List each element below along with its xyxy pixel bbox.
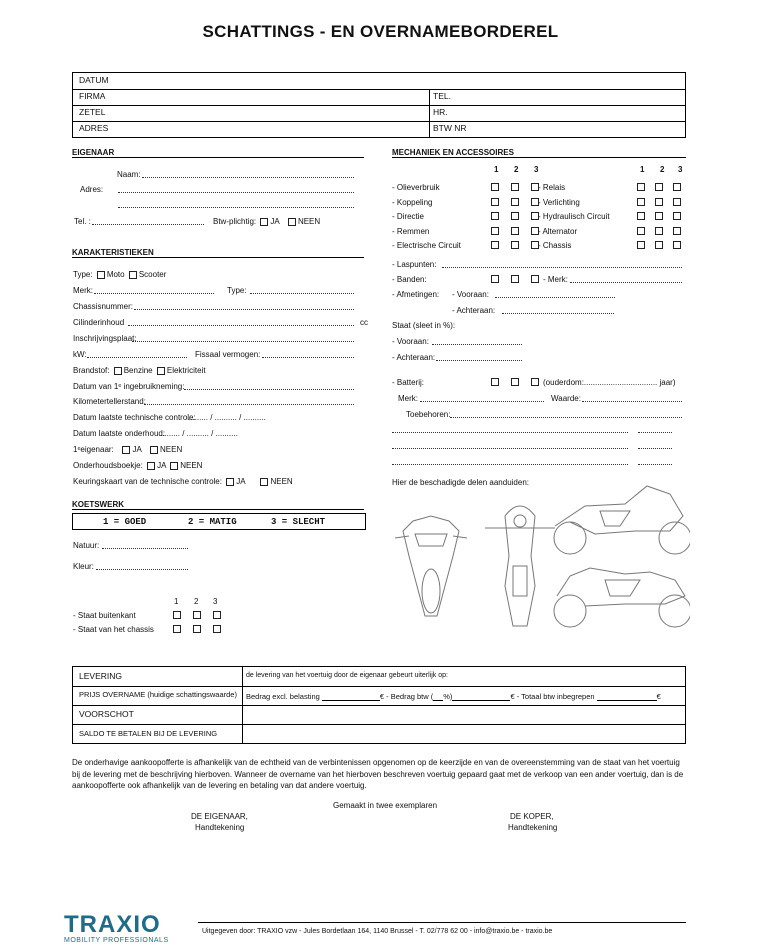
onderhoudsboekje-row [73, 461, 202, 470]
mech-checkbox[interactable] [673, 241, 681, 249]
kleur-label: Kleur: [73, 562, 94, 571]
tel-eigenaar-field[interactable] [92, 224, 204, 225]
chassis-cb-1[interactable] [173, 625, 181, 633]
merk-bat-field[interactable] [420, 401, 544, 402]
chassis-checkboxes [171, 624, 223, 633]
eigenaar-heading: EIGENAAR [72, 148, 364, 158]
mech-right-checkboxes [635, 226, 689, 235]
btw-ja-checkbox[interactable] [260, 218, 268, 226]
mech-col-3b: 3 [678, 165, 683, 174]
btw-plichtig-label: Btw-plichtig: [213, 217, 257, 226]
eerste-neen-label: NEEN [160, 445, 183, 454]
afmetingen-label: - Afmetingen: [392, 290, 440, 299]
motorcycle-damage-diagram[interactable] [385, 476, 690, 644]
mech-row [392, 227, 686, 239]
banden-cb-1[interactable] [491, 275, 499, 283]
buitenkant-checkboxes [171, 610, 223, 619]
mech-checkbox[interactable] [511, 227, 519, 235]
keuring-neen-checkbox[interactable] [260, 478, 268, 486]
mech-row [392, 198, 686, 210]
datum-ingebruik-field[interactable] [184, 389, 354, 390]
scale-matig: 2 = MATIG [188, 517, 237, 527]
merk-band-field[interactable] [570, 282, 682, 283]
eerste-neen-checkbox[interactable] [150, 446, 158, 454]
benzine-checkbox[interactable] [114, 367, 122, 375]
moto-checkbox[interactable] [97, 271, 105, 279]
mech-right-checkboxes [635, 182, 689, 191]
gemaakt-label: Gemaakt in twee exemplaren [333, 801, 438, 810]
koper-sign-label: DE KOPER, [510, 812, 554, 821]
fiscaal-field[interactable] [262, 357, 354, 358]
eerste-eigenaar-label: 1ᵉeigenaar: [73, 445, 114, 454]
mech-row [392, 241, 686, 253]
voorschot-row [73, 705, 685, 725]
koetswerk-col-1: 1 [174, 597, 179, 606]
mech-right-label: - Verlichting [538, 198, 580, 207]
mech-right-checkboxes [635, 211, 689, 220]
chassis-label: Chassisnummer: [73, 302, 134, 311]
koetswerk-col-2: 2 [194, 597, 199, 606]
mech-checkbox[interactable] [511, 198, 519, 206]
levering-table [72, 666, 686, 744]
adres-field-1[interactable] [118, 192, 354, 193]
mech-col-2: 2 [514, 165, 519, 174]
fiscaal-label: Fissaal vermogen: [195, 350, 261, 359]
kw-label: kW: [73, 350, 87, 359]
buitenkant-label: - Staat buitenkant [73, 611, 136, 620]
afm-vooraan-field[interactable] [495, 297, 615, 298]
inschrijving-label: Inschrijvingsplaat: [73, 334, 137, 343]
afm-vooraan-label: - Vooraan: [452, 290, 489, 299]
euro-1: € [379, 692, 385, 701]
eerste-ja-label: JA [132, 445, 142, 454]
koetswerk-heading: KOETSWERK [72, 500, 364, 510]
merk-field[interactable] [94, 293, 214, 294]
keuringskaart-row [73, 477, 293, 486]
mech-left-label: - Koppeling [392, 198, 433, 207]
scooter-checkbox[interactable] [129, 271, 137, 279]
footer-text: Uitgegeven door: TRAXIO vzw - Jules Bordetlaan 164, 1140 Brussel - T. 02/778 62 00 - info@traxio.be - traxio.be [202, 928, 553, 935]
voorschot-label: VOORSCHOT [79, 709, 134, 719]
banden-cb-3[interactable] [531, 275, 539, 283]
mech-checkbox[interactable] [491, 241, 499, 249]
mech-checkbox[interactable] [655, 212, 663, 220]
buitenkant-cb-1[interactable] [173, 611, 181, 619]
page-title: SCHATTINGS - EN OVERNAMEBORDEREL [202, 22, 559, 41]
header-row-adres [73, 121, 685, 137]
moto-label: Moto [106, 270, 125, 279]
type2-label: Type: [227, 286, 247, 295]
scale-slecht: 3 = SLECHT [271, 517, 326, 527]
moto-side-view-left-icon [554, 568, 690, 627]
btw-label: BTW NR [433, 123, 467, 133]
datum-ingebruik-label: Datum van 1ᵉ ingebruikneming: [73, 382, 185, 391]
euro-3: € [656, 692, 661, 701]
saldo-row [73, 724, 685, 743]
adres-field-2[interactable] [118, 207, 354, 208]
afm-achteraan-label: - Achteraan: [452, 306, 496, 315]
scale-goed: 1 = GOED [103, 517, 147, 527]
moto-front-view-icon [395, 516, 467, 616]
totaal-field[interactable] [597, 700, 657, 701]
boekje-neen-checkbox[interactable] [170, 462, 178, 470]
firma-label: FIRMA [79, 91, 106, 101]
hr-label: HR. [433, 107, 448, 117]
eerste-ja-checkbox[interactable] [122, 446, 130, 454]
tel-eigenaar-label: Tel. : [74, 217, 91, 226]
banden-label: - Banden: [392, 275, 427, 284]
footer-divider [198, 922, 686, 923]
keuring-ja-label: JA [236, 477, 246, 486]
type-row [73, 270, 166, 279]
cilinder-field[interactable] [128, 325, 354, 326]
eigenaar-sign-label: DE EIGENAAR, [191, 812, 248, 821]
keuring-ja-checkbox[interactable] [226, 478, 234, 486]
header-row-datum [73, 73, 685, 90]
mech-checkbox[interactable] [673, 227, 681, 235]
koper-handtekening: Handtekening [508, 823, 558, 832]
bedrag-excl-field[interactable] [322, 700, 380, 701]
type-label: Type: [73, 270, 93, 279]
merk-band-label: - Merk: [543, 275, 568, 284]
natuur-label: Natuur: [73, 541, 100, 550]
buitenkant-cb-3[interactable] [213, 611, 221, 619]
bedrag-excl-label: Bedrag excl. belasting [246, 692, 320, 701]
mech-checkbox[interactable] [491, 212, 499, 220]
kw-field[interactable] [87, 357, 187, 358]
mech-checkbox[interactable] [655, 227, 663, 235]
laspunten-field[interactable] [442, 267, 682, 268]
batterij-cb-3[interactable] [531, 378, 539, 386]
boekje-neen-label: NEEN [180, 461, 203, 470]
elektriciteit-checkbox[interactable] [157, 367, 165, 375]
boekje-ja-checkbox[interactable] [147, 462, 155, 470]
chassis-cb-2[interactable] [193, 625, 201, 633]
kilometer-field[interactable] [144, 404, 354, 405]
mech-checkbox[interactable] [637, 227, 645, 235]
toebehoren-line-2[interactable] [392, 448, 628, 449]
header-box [72, 72, 686, 138]
elektriciteit-label: Elektriciteit [166, 366, 206, 375]
cc-label: cc [360, 318, 368, 327]
levering-label: LEVERING [79, 671, 122, 681]
kilometer-label: Kilometertellerstand: [73, 397, 146, 406]
waarde-label: Waarde: [551, 394, 581, 403]
mech-checkbox[interactable] [491, 198, 499, 206]
mech-checkbox[interactable] [673, 198, 681, 206]
kleur-field[interactable] [96, 569, 188, 570]
logo-text: TRAXIO [64, 911, 161, 938]
btw-neen-checkbox[interactable] [288, 218, 296, 226]
ouderdom-field[interactable]: (ouderdom:................................. jaar) [543, 378, 676, 387]
keuringskaart-label: Keuringskaart van de technische controle: [73, 477, 222, 486]
mech-checkbox[interactable] [637, 183, 645, 191]
toebehoren-field[interactable] [450, 417, 682, 418]
eerste-eigenaar-row [73, 445, 182, 454]
onderhoudsboekje-label: Onderhoudsboekje: [73, 461, 143, 470]
staat-achteraan-label: - Achteraan: [392, 353, 436, 362]
mech-left-label: - Remmen [392, 227, 430, 236]
saldo-label: SALDO TE BETALEN BIJ DE LEVERING [79, 729, 218, 738]
type2-field[interactable] [250, 293, 354, 294]
bedrag-btw-field[interactable] [452, 700, 510, 701]
mech-checkbox[interactable] [511, 183, 519, 191]
mech-checkbox[interactable] [637, 198, 645, 206]
btw-pct-field[interactable] [433, 700, 443, 701]
toebehoren-price-3[interactable] [638, 464, 672, 465]
mech-right-checkboxes [635, 240, 689, 249]
levering-row [73, 667, 685, 687]
datum-keuring-field[interactable]: ......... / .......... / .......... [188, 413, 266, 422]
mech-checkbox[interactable] [655, 198, 663, 206]
mech-left-label: - Olieverbruik [392, 183, 440, 192]
mech-row [392, 212, 686, 224]
datum-onderhoud-label: Datum laatste onderhoud: [73, 429, 166, 438]
batterij-cb-2[interactable] [511, 378, 519, 386]
staat-vooraan-field[interactable] [432, 344, 522, 345]
datum-keuring-label: Datum laatste technische controle: [73, 413, 196, 422]
mech-right-label: - Hydraulisch Circuit [538, 212, 610, 221]
datum-label: DATUM [79, 75, 109, 85]
mech-row [392, 183, 686, 195]
naam-field[interactable] [142, 177, 354, 178]
tel-label: TEL. [433, 91, 451, 101]
inschrijving-field[interactable] [132, 341, 354, 342]
toebehoren-price-1[interactable] [638, 432, 672, 433]
levering-text: de levering van het voertuig door de eigenaar gebeurt uiterlijk op: [246, 672, 448, 679]
header-row-zetel [73, 105, 685, 122]
mechaniek-heading: MECHANIEK EN ACCESSOIRES [392, 148, 686, 158]
afm-achteraan-field[interactable] [502, 313, 614, 314]
mech-right-label: - Relais [538, 183, 566, 192]
adres-label: ADRES [79, 123, 109, 133]
mech-col-1: 1 [494, 165, 499, 174]
keuring-neen-label: NEEN [270, 477, 293, 486]
header-row-firma [73, 89, 685, 106]
moto-side-view-right-icon [554, 486, 690, 554]
batterij-cb-1[interactable] [491, 378, 499, 386]
mech-left-label: - Electrische Circuit [392, 241, 461, 250]
natuur-field[interactable] [102, 548, 188, 549]
staat-label: Staat (sleet in %): [392, 321, 456, 330]
pct-label: %) [443, 692, 453, 701]
mech-col-2b: 2 [660, 165, 665, 174]
schade-label: Hier de beschadigde delen aanduiden: [392, 478, 529, 487]
scooter-label: Scooter [138, 270, 167, 279]
karakteristieken-heading: KARAKTERISTIEKEN [72, 248, 364, 258]
mech-checkbox[interactable] [491, 183, 499, 191]
naam-label: Naam: [117, 170, 141, 179]
prijs-bedragen [246, 692, 661, 701]
staat-vooraan-label: - Vooraan: [392, 337, 429, 346]
mech-col-3: 3 [534, 165, 539, 174]
toebehoren-line-3[interactable] [392, 464, 628, 465]
banden-cb-2[interactable] [511, 275, 519, 283]
mech-checkbox[interactable] [655, 183, 663, 191]
waarde-field[interactable] [582, 401, 682, 402]
batterij-checkboxes [489, 377, 541, 386]
mech-left-label: - Directie [392, 212, 425, 221]
laspunten-label: - Laspunten: [392, 260, 437, 269]
mech-checkbox[interactable] [491, 227, 499, 235]
traxio-logo [64, 913, 169, 944]
mech-col-1b: 1 [640, 165, 645, 174]
chassis-field[interactable] [134, 309, 354, 310]
bedrag-btw-label: - Bedrag btw ( [386, 692, 434, 701]
chassis-cb-3[interactable] [213, 625, 221, 633]
mech-checkbox[interactable] [673, 212, 681, 220]
btw-neen-label: NEEN [297, 217, 321, 226]
staat-achteraan-field[interactable] [436, 360, 522, 361]
toebehoren-label: Toebehoren: [406, 410, 451, 419]
prijs-row [73, 686, 685, 706]
mech-checkbox[interactable] [673, 183, 681, 191]
mech-right-label: - Chassis [538, 241, 572, 250]
zetel-label: ZETEL [79, 107, 106, 117]
mech-checkbox[interactable] [655, 241, 663, 249]
batterij-label: - Batterij: [392, 378, 425, 387]
btw-plichtig-row [213, 217, 320, 226]
mech-right-checkboxes [635, 197, 689, 206]
toebehoren-price-2[interactable] [638, 448, 672, 449]
cilinder-label: Cilinderinhoud [73, 318, 125, 327]
brandstof-row [73, 366, 206, 375]
mech-right-label: - Alternator [538, 227, 578, 236]
datum-onderhoud-field[interactable]: ......... / .......... / .......... [160, 429, 238, 438]
koetswerk-scale [72, 513, 366, 530]
moto-top-view-icon [485, 506, 555, 626]
logo-subtext: MOBILITY PROFESSIONALS [64, 937, 169, 944]
prijs-label: PRIJS OVERNAME (huidige schattingswaarde) [79, 690, 237, 699]
buitenkant-cb-2[interactable] [193, 611, 201, 619]
euro-2: € [510, 692, 515, 701]
toebehoren-line-1[interactable] [392, 432, 628, 433]
btw-ja-label: JA [270, 217, 280, 226]
brandstof-label: Brandstof: [73, 366, 110, 375]
koetswerk-col-3: 3 [213, 597, 218, 606]
boekje-ja-label: JA [157, 461, 166, 470]
chassis-staat-label: - Staat van het chassis [73, 625, 154, 634]
mech-checkbox[interactable] [637, 212, 645, 220]
benzine-label: Benzine [123, 366, 153, 375]
banden-checkboxes [489, 274, 541, 283]
mech-checkbox[interactable] [511, 212, 519, 220]
adres-label: Adres: [80, 185, 104, 194]
totaal-label: - Totaal btw inbegrepen [516, 692, 595, 701]
mech-checkbox[interactable] [511, 241, 519, 249]
merk-bat-label: Merk: [398, 394, 418, 403]
merk-label: Merk: [73, 286, 93, 295]
eigenaar-handtekening: Handtekening [195, 823, 245, 832]
mech-checkbox[interactable] [637, 241, 645, 249]
conditions-paragraph: De onderhavige aankoopofferte is afhankelijk van de echtheid van de verbintenissen opgenomen op de keerzijde en van de overeenstemming van de staat van het voertuig bij de levering met de beschrijving hierboven. Wanneer de overname van het hierboven beschreven voertuig gepaard gaat met de verkoop van een ander voertuig, dan is de aankoopofferte ook afhankelijk van de levering en betaling van dat andere voertuig. [72, 758, 684, 790]
